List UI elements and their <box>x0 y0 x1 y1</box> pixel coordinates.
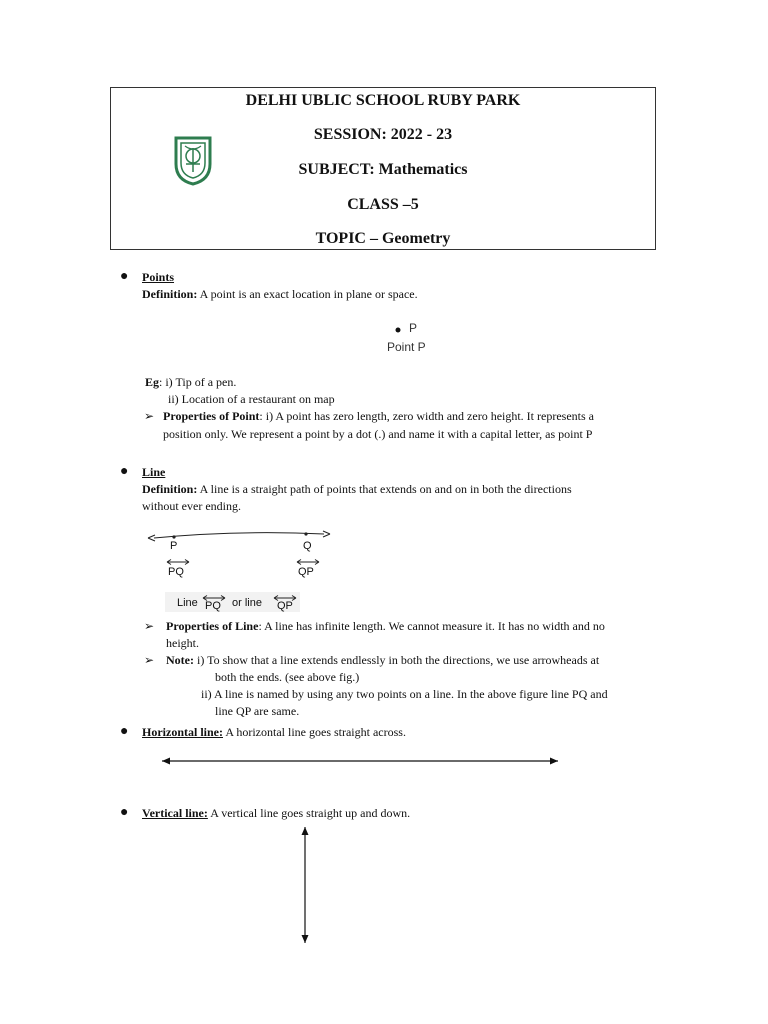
point-p-label: P <box>409 321 418 335</box>
line-heading: Line <box>142 465 166 479</box>
point-properties-line-1 <box>163 408 594 425</box>
note-2a: ii) A line is named by using any two points on a line. In the above figure line PQ and <box>201 687 608 701</box>
bullet-horizontal: ● <box>120 724 129 739</box>
pq-double-arrow-icon <box>165 558 191 566</box>
example-line-1 <box>145 374 236 391</box>
session: SESSION: 2022 - 23 <box>313 126 453 143</box>
note-2b: line QP are same. <box>215 704 300 718</box>
line-fig-q: Q <box>303 540 312 552</box>
vertical-desc: A vertical line goes straight up and down. <box>207 806 411 820</box>
class: CLASS –5 <box>347 196 419 213</box>
line-prop-label: Properties of Line <box>166 619 259 633</box>
subject: SUBJECT: Mathematics <box>298 161 468 178</box>
note-1a: i) To show that a line extends endlessly in both the directions, we use arrowheads at <box>193 653 600 667</box>
vertical-line-text <box>142 805 410 822</box>
school-name: DELHI UBLIC SCHOOL RUBY PARK <box>245 92 521 109</box>
bullet-line: ● <box>120 464 129 479</box>
vertical-heading: Vertical line: <box>142 806 208 820</box>
horizontal-line-figure <box>160 755 560 767</box>
point-prop-text-2: position only. We represent a point by a dot (.) and name it with a capital letter, as point P <box>163 427 593 441</box>
note-line-1 <box>166 652 599 669</box>
point-p-caption: Point P <box>387 340 426 354</box>
bullet-points: ● <box>120 269 129 284</box>
line-fig-qp: QP <box>298 566 314 578</box>
vertical-line-figure <box>299 825 311 945</box>
line-caption-or-line: or line <box>232 597 262 609</box>
line-fig-p: P <box>170 540 178 552</box>
line-properties-1 <box>166 618 605 635</box>
line-def-text-2: without ever ending. <box>142 499 241 513</box>
eg-2: ii) Location of a restaurant on map <box>168 392 335 406</box>
line-caption-pq: PQ <box>205 600 221 612</box>
arrow-bullet-point-props: ➢ <box>144 409 155 423</box>
line-fig-pq: PQ <box>168 566 184 578</box>
arrow-bullet-note: ➢ <box>144 653 155 667</box>
line-definition-1 <box>142 481 572 498</box>
points-def-label: Definition: <box>142 287 198 301</box>
topic: TOPIC – Geometry <box>315 230 451 247</box>
line-prop-text-1: : A line has infinite length. We cannot measure it. It has no width and no <box>258 619 605 633</box>
line-def-label: Definition: <box>142 482 198 496</box>
line-def-text-1: A line is a straight path of points that extends on and on in both the directions <box>197 482 572 496</box>
eg-1: : i) Tip of a pen. <box>159 375 237 389</box>
point-prop-label: Properties of Point <box>163 409 260 423</box>
eg-label: Eg <box>145 375 160 389</box>
point-p-dot <box>394 326 402 334</box>
points-definition <box>142 286 418 303</box>
points-def-text: A point is an exact location in plane or space. <box>197 287 418 301</box>
point-prop-text-1: : i) A point has zero length, zero width and zero height. It represents a <box>259 409 594 423</box>
school-logo-icon <box>172 134 214 186</box>
note-label: Note: <box>166 653 194 667</box>
qp-double-arrow-icon <box>295 558 321 566</box>
arrow-bullet-line-props: ➢ <box>144 619 155 633</box>
horizontal-desc: A horizontal line goes straight across. <box>223 725 406 739</box>
line-caption-line: Line <box>177 597 198 609</box>
note-1b: both the ends. (see above fig.) <box>215 670 360 684</box>
line-prop-text-2: height. <box>166 636 199 650</box>
line-caption-qp: QP <box>277 600 293 612</box>
horizontal-heading: Horizontal line: <box>142 725 223 739</box>
bullet-vertical: ● <box>120 805 129 820</box>
horizontal-line-text <box>142 724 406 741</box>
points-heading: Points <box>142 270 175 284</box>
